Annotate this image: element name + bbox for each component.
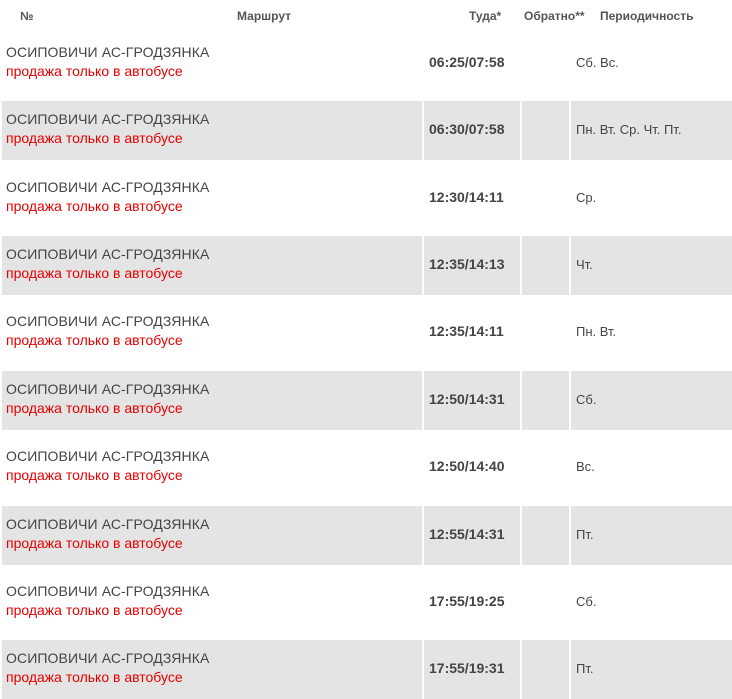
route-cell [2, 34, 422, 93]
table-row [0, 236, 732, 295]
route-name[interactable]: ОСИПОВИЧИ АС-ГРОДЗЯНКА [6, 381, 210, 397]
periodicity-cell [571, 573, 732, 632]
there-cell [424, 34, 520, 93]
route-cell [2, 573, 422, 632]
route-name[interactable]: ОСИПОВИЧИ АС-ГРОДЗЯНКА [6, 448, 210, 464]
sale-note: продажа только в автобусе [6, 669, 183, 685]
table-row [0, 506, 732, 565]
back-cell [522, 34, 569, 93]
there-cell [424, 506, 520, 565]
table-row [0, 101, 732, 160]
there-cell [424, 573, 520, 632]
route-name[interactable]: ОСИПОВИЧИ АС-ГРОДЗЯНКА [6, 516, 210, 532]
there-cell [424, 371, 520, 430]
table-header [0, 0, 732, 34]
route-name[interactable]: ОСИПОВИЧИ АС-ГРОДЗЯНКА [6, 583, 210, 599]
there-time: 12:35/14:13 [429, 256, 505, 272]
table-row [0, 371, 732, 430]
back-cell [522, 101, 569, 160]
periodicity: Вс. [576, 459, 595, 474]
sale-note: продажа только в автобусе [6, 602, 183, 618]
sale-note: продажа только в автобусе [6, 265, 183, 281]
table-row [0, 34, 732, 93]
periodicity: Сб. Вс. [576, 55, 619, 70]
there-cell [424, 640, 520, 699]
periodicity-cell [571, 506, 732, 565]
there-cell [424, 101, 520, 160]
back-cell [522, 506, 569, 565]
there-cell [424, 303, 520, 362]
back-cell [522, 438, 569, 497]
route-cell [2, 169, 422, 228]
route-cell [2, 303, 422, 362]
periodicity: Пт. [576, 661, 594, 676]
header-periodicity: Периодичность [600, 9, 694, 23]
periodicity: Сб. [576, 392, 597, 407]
there-cell [424, 169, 520, 228]
back-cell [522, 640, 569, 699]
route-cell [2, 371, 422, 430]
sale-note: продажа только в автобусе [6, 130, 183, 146]
there-time: 17:55/19:25 [429, 593, 505, 609]
header-route: Маршрут [237, 9, 292, 23]
sale-note: продажа только в автобусе [6, 467, 183, 483]
periodicity: Сб. [576, 594, 597, 609]
periodicity-cell [571, 34, 732, 93]
periodicity-cell [571, 303, 732, 362]
there-time: 06:25/07:58 [429, 54, 505, 70]
header-num: № [20, 9, 34, 23]
there-time: 06:30/07:58 [429, 121, 505, 137]
periodicity-cell [571, 236, 732, 295]
periodicity-cell [571, 169, 732, 228]
table-row [0, 303, 732, 362]
back-cell [522, 303, 569, 362]
back-cell [522, 573, 569, 632]
periodicity: Ср. [576, 190, 597, 205]
back-cell [522, 371, 569, 430]
sale-note: продажа только в автобусе [6, 535, 183, 551]
there-time: 17:55/19:31 [429, 660, 505, 676]
back-cell [522, 169, 569, 228]
periodicity-cell [571, 371, 732, 430]
table-row [0, 438, 732, 497]
there-time: 12:55/14:31 [429, 526, 505, 542]
route-name[interactable]: ОСИПОВИЧИ АС-ГРОДЗЯНКА [6, 111, 210, 127]
table-row [0, 169, 732, 228]
table-row [0, 573, 732, 632]
route-name[interactable]: ОСИПОВИЧИ АС-ГРОДЗЯНКА [6, 179, 210, 195]
route-name[interactable]: ОСИПОВИЧИ АС-ГРОДЗЯНКА [6, 650, 210, 666]
header-back: Обратно** [524, 9, 585, 23]
periodicity-cell [571, 101, 732, 160]
route-cell [2, 506, 422, 565]
route-cell [2, 438, 422, 497]
periodicity-cell [571, 438, 732, 497]
table-row [0, 640, 732, 699]
periodicity-cell [571, 640, 732, 699]
there-cell [424, 438, 520, 497]
route-name[interactable]: ОСИПОВИЧИ АС-ГРОДЗЯНКА [6, 246, 210, 262]
periodicity: Пн. Вт. [576, 324, 617, 339]
periodicity: Пн. Вт. Ср. Чт. Пт. [576, 122, 682, 137]
sale-note: продажа только в автобусе [6, 400, 183, 416]
header-there: Туда* [469, 9, 502, 23]
route-name[interactable]: ОСИПОВИЧИ АС-ГРОДЗЯНКА [6, 44, 210, 60]
route-cell [2, 101, 422, 160]
there-cell [424, 236, 520, 295]
route-name[interactable]: ОСИПОВИЧИ АС-ГРОДЗЯНКА [6, 313, 210, 329]
sale-note: продажа только в автобусе [6, 198, 183, 214]
there-time: 12:50/14:31 [429, 391, 505, 407]
there-time: 12:30/14:11 [429, 189, 504, 205]
route-cell [2, 236, 422, 295]
sale-note: продажа только в автобусе [6, 63, 183, 79]
periodicity: Чт. [576, 257, 593, 272]
there-time: 12:35/14:11 [429, 323, 504, 339]
back-cell [522, 236, 569, 295]
there-time: 12:50/14:40 [429, 458, 505, 474]
sale-note: продажа только в автобусе [6, 332, 183, 348]
route-cell [2, 640, 422, 699]
periodicity: Пт. [576, 527, 594, 542]
